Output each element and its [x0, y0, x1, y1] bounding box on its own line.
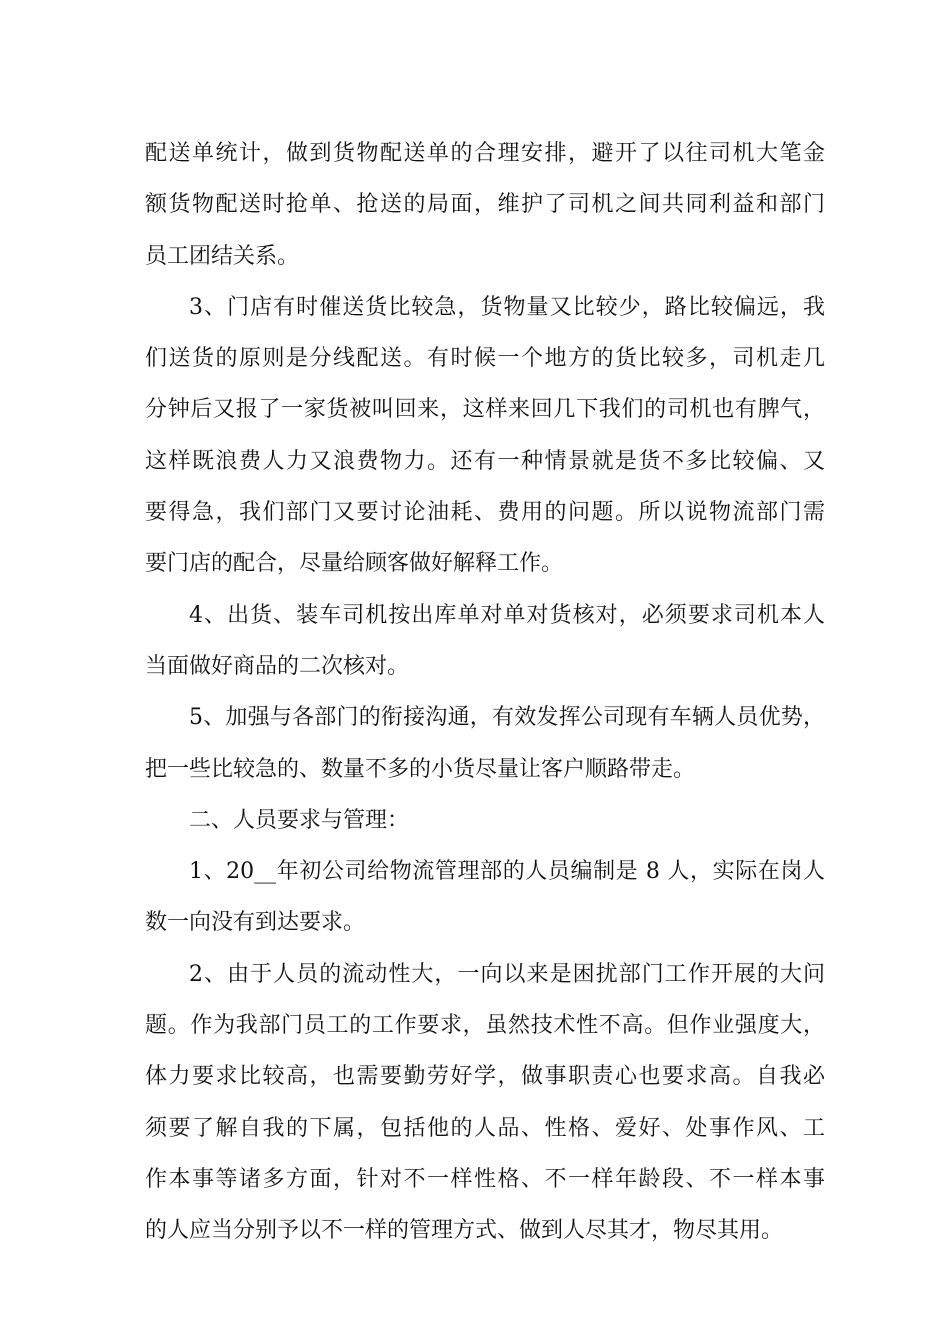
text-line: 1、20__年初公司给物流管理部的人员编制是 8 人，实际在岗人 — [189, 859, 825, 885]
text-line: 额货物配送时抢单、抢送的局面，维护了司机之间共同利益和部门 — [145, 192, 825, 218]
section-heading — [145, 795, 825, 846]
text-line: 题。作为我部门员工的工作要求，虽然技术性不高。但作业强度大， — [145, 1013, 825, 1039]
document-body — [145, 128, 825, 1257]
text-line: 们送货的原则是分线配送。有时候一个地方的货比较多，司机走几 — [145, 346, 825, 372]
text-line: 3、门店有时催送货比较急，货物量又比较少，路比较偏远，我 — [189, 294, 825, 320]
paragraph — [145, 949, 825, 1257]
text-line: 5、加强与各部门的衔接沟通，有效发挥公司现有车辆人员优势， — [189, 705, 825, 731]
text-line: 二、人员要求与管理： — [189, 807, 410, 833]
text-line: 要门店的配合，尽量给顾客做好解释工作。 — [145, 551, 564, 577]
text-line: 分钟后又报了一家货被叫回来，这样来回几下我们的司机也有脾气， — [145, 397, 825, 423]
text-line: 作本事等诸多方面，针对不一样性格、不一样年龄段、不一样本事 — [145, 1166, 825, 1192]
text-line: 要得急，我们部门又要讨论油耗、费用的问题。所以说物流部门需 — [145, 500, 825, 526]
text-line: 体力要求比较高，也需要勤劳好学，做事职责心也要求高。自我必 — [145, 1064, 825, 1090]
text-line: 配送单统计，做到货物配送单的合理安排，避开了以往司机大笔金 — [145, 141, 825, 166]
text-line: 数一向没有到达要求。 — [145, 910, 366, 936]
paragraph — [145, 128, 825, 282]
text-line: 的人应当分别予以不一样的管理方式、做到人尽其才，物尽其用。 — [145, 1218, 784, 1244]
text-line: 当面做好商品的二次核对。 — [145, 653, 410, 679]
text-line: 2、由于人员的流动性大，一向以来是困扰部门工作开展的大问 — [189, 961, 825, 987]
text-line: 4、出货、装车司机按出库单对单对货核对，必须要求司机本人 — [189, 602, 825, 628]
text-line: 员工团结关系。 — [145, 243, 300, 269]
text-line: 这样既浪费人力又浪费物力。还有一种情景就是货不多比较偏、又 — [145, 448, 825, 474]
paragraph — [145, 590, 825, 693]
paragraph — [145, 692, 825, 795]
text-line: 把一些比较急的、数量不多的小货尽量让客户顺路带走。 — [145, 756, 696, 782]
paragraph — [145, 282, 825, 590]
text-line: 须要了解自我的下属，包括他的人品、性格、爱好、处事作风、工 — [145, 1115, 825, 1141]
paragraph — [145, 846, 825, 949]
